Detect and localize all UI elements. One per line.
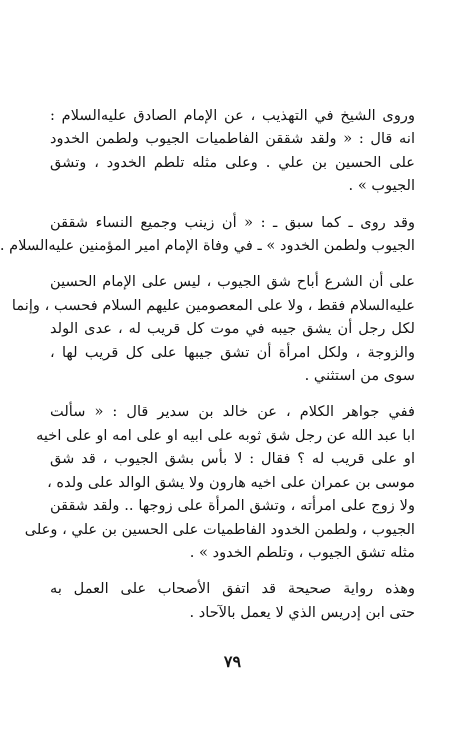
text-line: حتى ابن إدريس الذي لا يعمل بالآحاد . xyxy=(189,603,415,621)
text-line: عليه‌السلام فقط ، ولا على المعصومين عليهم السلام فحسب ، وإنما xyxy=(11,296,415,314)
text-line: الجيوب ولطمن الخدود » ـ في وفاة الإمام امير المؤمنين عليه‌السلام . xyxy=(0,237,415,255)
text-line: وهذه رواية صحيحة قد اتفق الأصحاب على العمل به xyxy=(50,580,415,598)
paragraph-gap xyxy=(50,257,415,270)
text-line: ففي جواهر الكلام ، عن خالد بن سدير قال : « سألت xyxy=(50,403,415,421)
text-line: موسى بن عمران على اخيه هارون ولا يشق الوالد على ولده ، xyxy=(47,473,415,491)
text-line: الجيوب » . xyxy=(348,177,415,195)
paragraph-gap xyxy=(50,564,415,577)
paragraph-gap xyxy=(50,198,415,211)
text-line: مثله تشق الجيوب ، وتلطم الخدود » . xyxy=(189,543,415,561)
text-line: وقد روى ـ كما سبق ـ : « أن زينب وجميع النساء شققن xyxy=(50,213,415,231)
text-line: انه قال : « ولقد شققن الفاطميات الجيوب ولطمن الخدود xyxy=(50,130,415,148)
text-line: او على قريب له ؟ فقال : لا بأس بشق الجيوب ، قد شق xyxy=(50,450,415,468)
paragraph-tahdhib xyxy=(50,104,415,198)
text-line: على أن الشرع أباح شق الجيوب ، ليس على الإمام الحسين xyxy=(50,273,415,291)
paragraph-gap xyxy=(50,387,415,400)
body-text xyxy=(0,104,415,624)
paragraph-sharia xyxy=(11,270,415,387)
text-line: وروى الشيخ في التهذيب ، عن الإمام الصادق عليه‌السلام : xyxy=(50,107,415,124)
text-line: لكل رجل أن يشق جيبه في موت كل قريب له ، عدى الولد xyxy=(50,320,415,338)
paragraph-zaynab xyxy=(0,211,415,258)
page-number: ٧٩ xyxy=(223,652,242,671)
text-line: ولا زوج على امرأته ، وتشق المرأة على زوجها .. ولقد شققن xyxy=(50,497,415,515)
text-line: على الحسين بن علي . وعلى مثله تلطم الخدود ، وتشق xyxy=(50,153,415,171)
text-line: والزوجة ، ولكل امرأة أن تشق جيبها على كل قريب لها ، xyxy=(50,343,415,361)
paragraph-jawahir xyxy=(24,400,415,564)
text-line: ابا عبد الله عن رجل شق ثوبه على ابيه او على امه او على اخيه xyxy=(36,426,415,444)
text-line: سوى من استثني . xyxy=(304,367,415,385)
text-line: الجيوب ، ولطمن الخدود الفاطميات على الحسين بن علي ، وعلى xyxy=(24,520,415,538)
paragraph-conclusion xyxy=(50,577,415,624)
